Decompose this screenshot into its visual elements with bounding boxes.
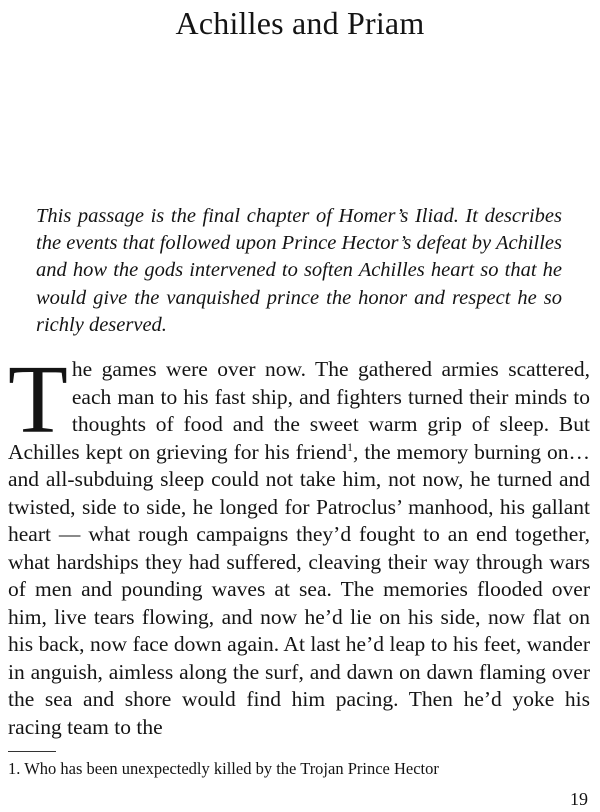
footnote-marker[interactable]: 1 [347,439,354,454]
drop-cap: T [8,346,68,454]
footnote: 1. Who has been unexpectedly killed by the Trojan Prince Hector [8,759,439,778]
body-text-start: he games were over now. The gathered armies scattered, each man to his fast ship, and fighters turned their minds to thoughts of food and the sweet warm grip of sleep. But Achilles kept on grieving for his friend [8,357,590,464]
body-paragraph [8,346,590,741]
page-number: 19 [570,789,588,809]
body-text-rest: , the memory burning on… and all-subduing sleep could not take him, not now, he turned and twisted, side to side, he longed for Patroclus’ manhood, his gallant heart — what rough campaigns they’d fought to an end together, what hardships they had suffered, cleaving their way through wars of men and pounding waves at sea. The memories flooded over him, live tears flowing, and now he’d lie on his side, now flat on his back, now face down again. At last he’d leap to his feet, wander in anguish, aimless along the surf, and dawn on dawn flaming over the sea and shore would find him pacing. Then he’d yoke his racing team to the [8,439,590,739]
footnote-divider [8,751,56,752]
intro-paragraph: This passage is the final chapter of Homer’s Iliad. It describes the events that followed upon Prince Hector’s defeat by Achilles and how the gods intervened to soften Achilles heart so that he would give the vanquished prince the honor and respect he so richly deserved. [36,205,562,336]
chapter-title: Achilles and Priam [175,5,425,41]
